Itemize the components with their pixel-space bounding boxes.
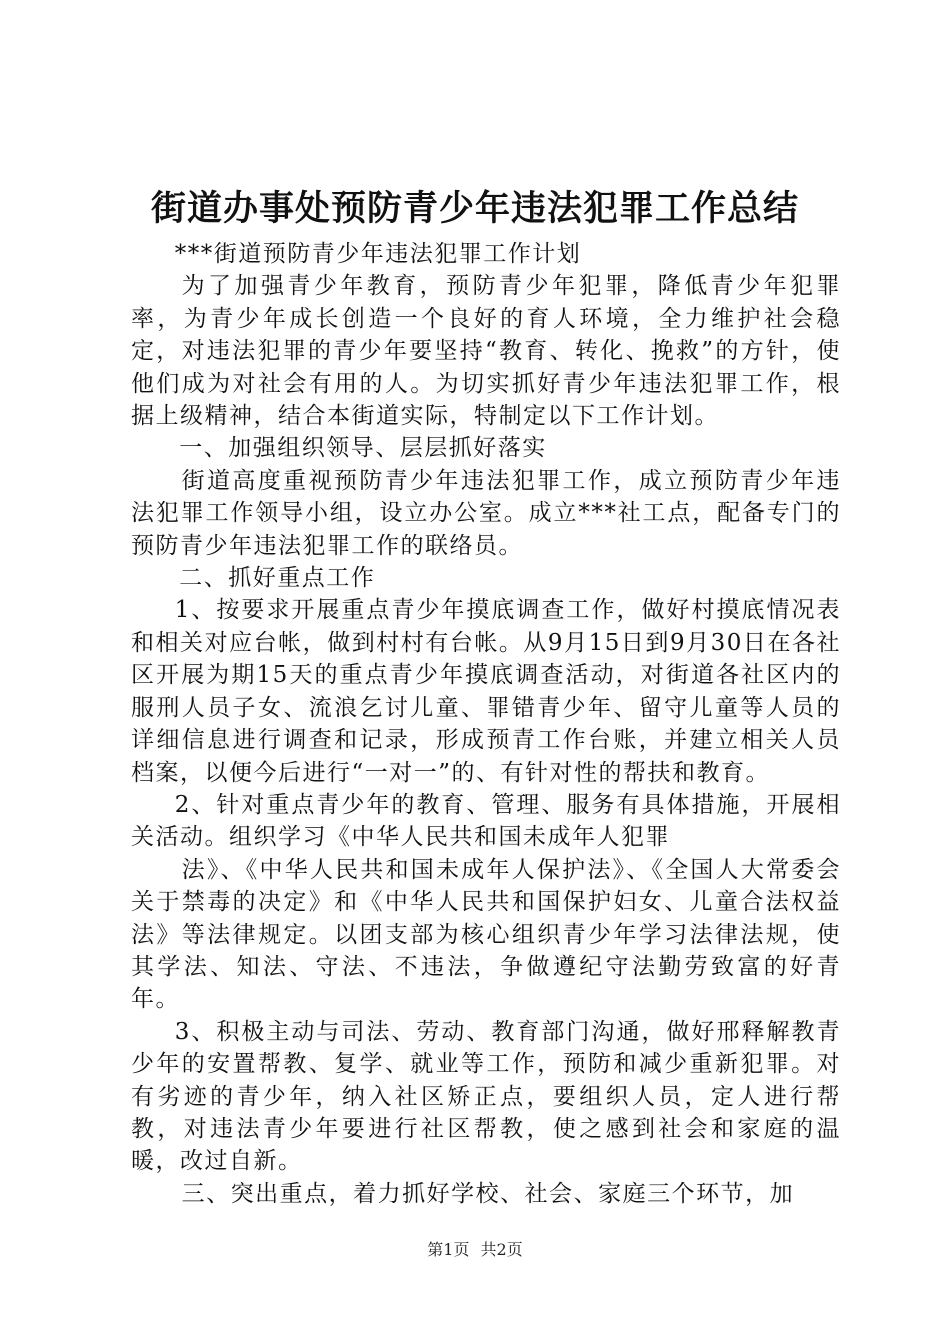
document-subtitle: ***街道预防青少年违法犯罪工作计划 (174, 241, 582, 267)
paragraph-intro: 为了加强青少年教育，预防青少年犯罪，降低青少年犯罪率，为青少年成长创造一个良好的育人环境，全力维护社会稳定，对违法犯罪的青少年要坚持“教育、转化、挽救”的方针，使他们成为对社会有用的人。为切实抓好青少年违法犯罪工作，根据上级精神，结合本街道实际，特制定以下工作计划。 (131, 273, 841, 430)
page-footer (0, 1240, 950, 1260)
paragraph-item-3: 3、积极主动与司法、劳动、教育部门沟通，做好邢释解教青少年的安置帮教、复学、就业等工作，预防和减少重新犯罪。对有劣迹的青少年，纳入社区矫正点，要组织人员，定人进行帮教，对违法青少年要进行社区帮教，使之感到社会和家庭的温暖，改过自新。 (131, 1018, 841, 1175)
document-body (131, 238, 841, 1210)
paragraph-item-2: 2、针对重点青少年的教育、管理、服务有具体措施，开展相关活动。组织学习《中华人民共和国未成年人犯罪 (131, 791, 841, 851)
paragraph-item-1: 1、按要求开展重点青少年摸底调查工作，做好村摸底情况表和相关对应台帐，做到村村有台帐。从9月15日到9月30日在各社区开展为期15天的重点青少年摸底调查活动，对街道各社区内的服刑人员子女、流浪乞讨儿童、罪错青少年、留守儿童等人员的详细信息进行调查和记录，形成预青工作台账，并建立相关人员档案，以便今后进行“一对一”的、有针对性的帮扶和教育。 (131, 597, 841, 786)
page-number: 第1页 (427, 1240, 470, 1259)
section-heading-1: 一、加强组织领导、层层抓好落实 (179, 435, 547, 462)
section-heading-3: 三、突出重点，着力抓好学校、社会、家庭三个环节，加 (181, 1180, 795, 1207)
paragraph-section-1: 街道高度重视预防青少年违法犯罪工作，成立预防青少年违法犯罪工作领导小组，设立办公室。成立***社工点，配备专门的预防青少年违法犯罪工作的联络员。 (131, 467, 841, 559)
page-total: 共2页 (480, 1240, 523, 1259)
section-heading-2: 二、抓好重点工作 (179, 565, 376, 592)
document-title: 街道办事处预防青少年违法犯罪工作总结 (150, 189, 799, 229)
paragraph-item-2-continued: 法》、《中华人民共和国未成年人保护法》、《全国人大常委会关于禁毒的决定》和《中华人民共和国保护妇女、儿童合法权益法》等法律规定。以团支部为核心组织青少年学习法律法规，使其学法、知法、守法、不违法，争做遵纪守法勤劳致富的好青年。 (131, 856, 841, 1013)
